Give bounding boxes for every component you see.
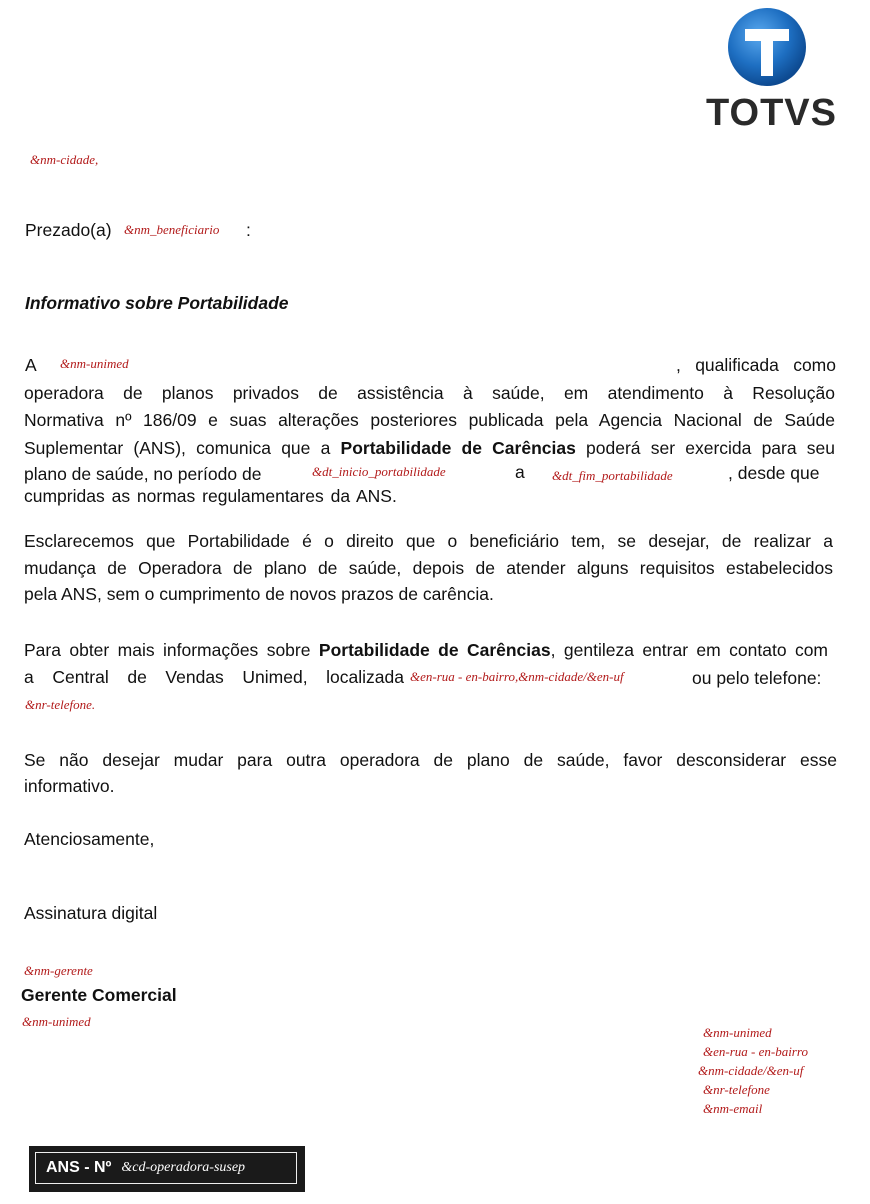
p2-line2: mudança de Operadora de plano de saúde, depois de atender alguns requisitos estabelecidos — [24, 558, 833, 578]
p1-line5-a: a — [515, 462, 525, 482]
signature-unimed-var: &nm-unimed — [22, 1014, 91, 1029]
city-var: &nm-cidade, — [30, 152, 99, 167]
totvs-sphere-icon — [700, 4, 840, 94]
p1-line4-pre: Suplementar (ANS), comunica que a — [24, 438, 331, 458]
p1-line3: Normativa nº 186/09 e suas alterações posteriores publicada pela Agencia Nacional de Saúde — [24, 410, 835, 430]
p4-line2: informativo. — [24, 776, 115, 796]
subject-heading: Informativo sobre Portabilidade — [25, 293, 289, 313]
telefone-var: &nr-telefone. — [25, 697, 96, 712]
dt-inicio-var: &dt_inicio_portabilidade — [312, 464, 446, 479]
p2-line3: pela ANS, sem o cumprimento de novos prazos de carência. — [24, 584, 494, 604]
p1-line6: cumpridas as normas regulamentares da ANS. — [24, 486, 397, 506]
p1-a: A — [25, 355, 37, 375]
totvs-wordmark: TOTVS — [706, 92, 837, 134]
p4-line1: Se não desejar mudar para outra operadora de plano de saúde, favor desconsiderar esse — [24, 750, 837, 770]
p3-line1 — [24, 639, 828, 661]
p3-line1-bold: Portabilidade de Carências — [318, 640, 551, 660]
p1-line1-end: , qualificada como — [676, 355, 836, 375]
p1-line4-bold: Portabilidade de Carências — [340, 438, 576, 458]
footer-email-var: &nm-email — [703, 1101, 763, 1116]
address-var: &en-rua - en-bairro,&nm-cidade/&en-uf — [410, 669, 624, 684]
footer-telefone-var: &nr-telefone — [703, 1082, 770, 1097]
unimed-var: &nm-unimed — [60, 356, 129, 371]
footer-rua-var: &en-rua - en-bairro — [703, 1044, 808, 1059]
dt-fim-var: &dt_fim_portabilidade — [552, 468, 673, 483]
p1-line5-post: , desde que — [728, 463, 820, 483]
ans-label: ANS - Nº — [46, 1159, 112, 1176]
p1-line4-post: poderá ser exercida para seu — [586, 438, 835, 458]
gerente-title: Gerente Comercial — [21, 985, 177, 1005]
p3-line1-pre: Para obter mais informações sobre — [24, 640, 311, 660]
ans-box — [29, 1146, 305, 1192]
p3-line2-post: ou pelo telefone: — [692, 668, 822, 688]
p2-line1: Esclarecemos que Portabilidade é o direito que o beneficiário tem, se desejar, de realizar a — [24, 531, 833, 551]
gerente-var: &nm-gerente — [24, 963, 93, 978]
ans-value-var: &cd-operadora-susep — [121, 1160, 246, 1175]
p1-line4 — [24, 437, 835, 459]
p3-line2-pre: a Central de Vendas Unimed, localizada — [24, 667, 404, 687]
ans-inner-frame — [35, 1152, 297, 1184]
footer-cidade-var: &nm-cidade/&en-uf — [698, 1063, 804, 1078]
p1-line5-pre: plano de saúde, no período de — [24, 464, 262, 484]
closing-text: Atenciosamente, — [24, 829, 155, 849]
greeting-prefix: Prezado(a) — [25, 220, 112, 240]
signature-label: Assinatura digital — [24, 903, 158, 923]
totvs-logo — [700, 4, 840, 136]
p1-line2: operadora de planos privados de assistência à saúde, em atendimento à Resolução — [24, 383, 835, 403]
p3-line1-post: , gentileza entrar em contato com — [550, 640, 829, 660]
greeting-suffix: : — [246, 220, 251, 240]
beneficiario-var: &nm_beneficiario — [124, 222, 220, 237]
footer-unimed-var: &nm-unimed — [703, 1025, 772, 1040]
